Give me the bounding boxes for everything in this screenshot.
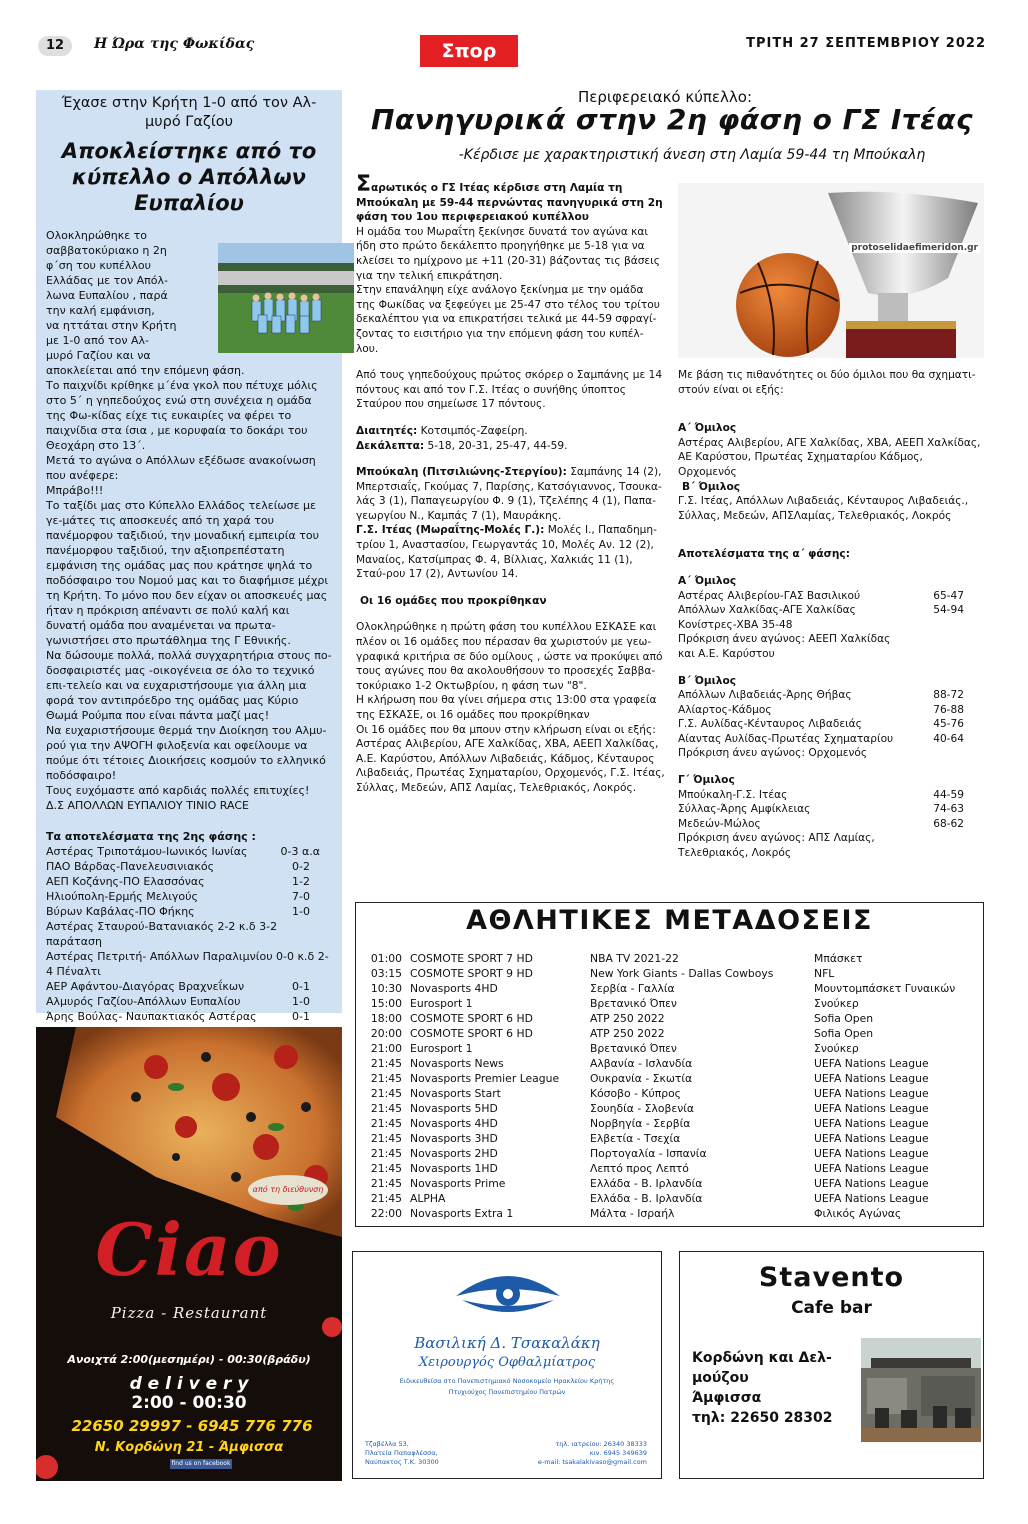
result-row <box>46 979 332 994</box>
broadcast-event: NBA TV 2021-22 <box>590 952 679 965</box>
result-match: Αστέρας Σταυρού-Βατανιακός 2-2 κ.δ 3-2 παράταση <box>46 920 278 948</box>
address-line: Πλατεία Παπαφλέσσα, <box>365 1449 438 1457</box>
broadcast-event: ATP 250 2022 <box>590 1027 665 1040</box>
wrap-line: Ελλάδας με τον Απόλ- <box>46 274 168 287</box>
result-score: 0-1 <box>292 1010 310 1023</box>
broadcast-time: 21:45 <box>370 1147 402 1160</box>
broadcast-channel: Eurosport 1 <box>410 997 473 1010</box>
newspaper-title: Η Ώρα της Φωκίδας <box>94 36 255 52</box>
result-match: Απόλλων Λιβαδειάς-Άρης Θήβας <box>678 689 852 702</box>
broadcast-channel: ALPHA <box>410 1192 446 1205</box>
broadcast-sport: Sofia Open <box>814 1012 874 1025</box>
boukali-label: Μπούκαλη (Πιτσιλιώνης-Στεργίου): <box>356 466 567 479</box>
paragraph: Στην επανάληψη είχε ανάλογο ξεκίνημα με την ομάδα της Φωκίδας να ξεφεύγει με 25-47 στο τέλος του τρίτου δεκαλέπτου για να επικρατήσει τελικά με 44-59 σφραγί-ζοντας το εισιτήριο για την επόμενη φάση του κυπέλ-λου. <box>356 284 660 355</box>
delivery-hours: 2:00 - 00:30 <box>131 1393 247 1413</box>
broadcast-row <box>364 1011 974 1026</box>
opening-hours: Ανοιχτά 2:00(μεσημέρι) - 00:30(βράδυ) <box>67 1353 311 1366</box>
result-score: 65-47 <box>933 589 964 602</box>
result-score: 7-0 <box>292 890 310 903</box>
result-row <box>678 647 984 662</box>
left-article <box>36 90 342 1023</box>
broadcast-channel: COSMOTE SPORT 7 HD <box>410 952 533 965</box>
broadcast-sport: Φιλικός Αγώνας <box>814 1207 902 1220</box>
broadcast-channel: Novasports Prime <box>410 1177 506 1190</box>
result-match: Αλίαρτος-Κάδμος <box>678 703 772 716</box>
broadcast-channel: Eurosport 1 <box>410 1042 473 1055</box>
result-match: ΑΕΠ Κοζάνης-ΠΟ Ελασσόνας <box>46 875 205 888</box>
broadcast-sport: NFL <box>814 967 835 980</box>
result-match: ΑΕΡ Αφάντου-Διαγόρας Βραχνεΐκων <box>46 980 245 993</box>
result-row <box>46 949 332 979</box>
result-match: Άρης Βούλας- Ναυπακτιακός Αστέρας <box>46 1010 257 1023</box>
result-score: 1-2 <box>292 875 310 888</box>
paragraph: Μετά το αγώνα ο Απόλλων εξέδωσε ανακοίνωση που ανέφερε: <box>46 454 316 482</box>
broadcast-event: Ουκρανία - Σκωτία <box>590 1072 693 1085</box>
result-match: Κονίστρες-ΧΒΑ 35-48 <box>678 618 793 631</box>
broadcast-time: 15:00 <box>370 997 402 1010</box>
broadcast-event: Ελλάδα - Β. Ιρλανδία <box>590 1192 703 1205</box>
paragraph: Το παιχνίδι κρίθηκε μ΄ένα γκολ που πέτυχε μόλις στο 5΄ η γηπεδούχος ενώ στη συνέχεια η ομάδα της Φω-κίδας είχε τις ευκαιρίες να φέρει το παιχνίδια στα ίσια , με κορυφαία το δοκάρι του Θεοχάρη στο 13΄. <box>46 379 318 452</box>
referees-label: Διαιτητές: <box>356 424 418 437</box>
stavento-city: Άμφισσα <box>692 1390 762 1406</box>
facebook-badge: find us on facebook <box>171 1460 231 1467</box>
result-group-label: Α΄ Όμιλος <box>678 574 737 587</box>
quarters: 5-18, 20-31, 25-47, 44-59. <box>424 439 568 452</box>
broadcast-event: Ελβετία - Τσεχία <box>590 1132 681 1145</box>
broadcast-sport: Σνούκερ <box>814 997 859 1010</box>
result-match: Μπούκαλη-Γ.Σ. Ιτέας <box>678 788 788 801</box>
result-match: Πρόκριση άνευ αγώνος: Ορχομενός <box>678 747 868 760</box>
result-score: 76-88 <box>933 703 964 716</box>
broadcast-channel: COSMOTE SPORT 6 HD <box>410 1012 533 1025</box>
drop-cap: Σ <box>356 172 372 197</box>
broadcast-sport: Sofia Open <box>814 1027 874 1040</box>
stavento-type: Cafe bar <box>791 1298 872 1318</box>
delivery-label: d e l i v e r y <box>129 1374 249 1394</box>
doctor-training: Ειδικευθείσα στο Πανεπιστημιακό Νοσοκομείο Ηρακλείου Κρήτης <box>399 1377 615 1385</box>
ophthalmologist-ad <box>352 1251 662 1479</box>
address-line: Ναύπακτος Τ.Κ. 30300 <box>365 1458 439 1466</box>
result-match: Αστέρας Πετριτή- Απόλλων Παραλιμνίου 0-0 κ.δ 2-4 Πέναλτι <box>46 950 329 978</box>
result-row <box>678 618 984 633</box>
wrap-line: την καλή εμφάνιση, <box>46 304 155 317</box>
broadcast-row <box>364 1056 974 1071</box>
broadcast-event: Σουηδία - Σλοβενία <box>590 1102 694 1115</box>
ciao-subtitle: Pizza - Restaurant <box>110 1304 268 1322</box>
broadcast-sport: UEFA Nations League <box>814 1132 929 1145</box>
broadcast-row <box>364 981 974 996</box>
broadcast-row <box>364 1191 974 1206</box>
broadcast-channel: Novasports Premier League <box>410 1072 560 1085</box>
result-score: 44-59 <box>933 788 964 801</box>
group-a-label: Α΄ Όμιλος <box>678 422 737 435</box>
result-row <box>678 603 984 618</box>
broadcast-sport: Σνούκερ <box>814 1042 859 1055</box>
broadcast-event: Βρετανικό Όπεν <box>590 1042 677 1055</box>
result-match: Ηλιούπολη-Ερμής Μελιγούς <box>46 890 198 903</box>
result-match: Μεδεών-Μώλος <box>678 817 761 830</box>
main-subhead: -Κέρδισε με χαρακτηριστική άνεση στη Λαμία 59-44 τη Μπούκαλη <box>458 147 926 163</box>
result-match: Πρόκριση άνευ αγώνος: ΑΠΣ Λαμίας, <box>678 832 875 845</box>
result-score: 68-62 <box>933 817 964 830</box>
result-match: Αλμυρός Γαζίου-Απόλλων Ευπαλίου <box>46 995 241 1008</box>
result-row <box>678 589 984 604</box>
broadcast-row <box>364 951 974 966</box>
broadcast-sport: UEFA Nations League <box>814 1162 929 1175</box>
result-row <box>678 746 984 761</box>
broadcast-row <box>364 996 974 1011</box>
trophy-photo <box>678 183 984 358</box>
itea-scorers: Μολές Ι., Παπαδημη-τρίου 1, Αναστασίου, Γεωργαντάς 10, Μολές Αν. 12 (2), Μαναίος, Κατσίμπρας Φ. 4, Βίλλιας, Χαλκιάς 11 (1), Σταύ-ρου 17 (2), Αντωνίου 14. <box>356 524 657 581</box>
result-score: 54-94 <box>933 604 964 617</box>
result-match: ΠΑΟ Βάρδας-Πανελευσινιακός <box>46 860 215 873</box>
result-score: 0-2 <box>292 860 310 873</box>
result-score: 88-72 <box>933 689 964 702</box>
broadcast-channel: Novasports 1HD <box>410 1162 498 1175</box>
ciao-address: Ν. Κορδώνη 21 - Άμφισσα <box>94 1440 284 1455</box>
broadcast-row <box>364 1101 974 1116</box>
broadcast-time: 21:00 <box>370 1042 402 1055</box>
result-match: Αστέρας Τριποτάμου-Ιωνικός Ιωνίας <box>46 845 248 858</box>
paragraph: Να δώσουμε πολλά, πολλά συγχαρητήρια στους πο-δοσφαιριστές μας -οικογένεια σε όλο το τεχνικό επι-τελείο και να ευχαριστήσουμε για άλλη μια φορά τον αντιπρόεδρο της ομάδας μας Κύριο Θωμά Ρούμπα που είναι πάντα μαζί μας! <box>46 649 332 722</box>
broadcast-sport: UEFA Nations League <box>814 1057 929 1070</box>
team-photo <box>218 243 354 353</box>
result-group-label: Γ΄ Όμιλος <box>678 774 735 787</box>
broadcast-channel: COSMOTE SPORT 6 HD <box>410 1027 533 1040</box>
wrap-line: λωνα Ευπαλίου , παρά <box>46 289 168 302</box>
broadcast-time: 21:45 <box>370 1087 402 1100</box>
broadcast-sport: UEFA Nations League <box>814 1147 929 1160</box>
broadcast-event: Ελλάδα - Β. Ιρλανδία <box>590 1177 703 1190</box>
paragraph: Η ομάδα του Μωραΐτη ξεκίνησε δυνατά τον αγώνα και ήδη στο πρώτο δεκάλεπτο προηγήθηκε με 5-18 για να κλείσει το ημίχρονο με +11 (20-31) βάζοντας τις βάσεις για την τελική επικράτηση. <box>356 225 660 282</box>
result-row <box>678 703 984 718</box>
paragraph: Ολοκληρώθηκε η πρώτη φάση του κυπέλλου ΕΣΚΑΣΕ και πλέον οι 16 ομάδες που πέρασαν θα χωριστούν με γεω-γραφικά κριτήρια σε δύο ομίλους , ώστε να προκύψει από τους αγώνες που θα ακολουθήσουν το προσεχές Σαββα-τοκύριακο 1-2 Οκτωβρίου, η φάση των "8". <box>356 621 663 692</box>
paragraph: Από τους γηπεδούχους πρώτος σκόρερ ο Σαμπάνης με 14 πόντους και από τον Γ.Σ. Ιτέας ο συνήθης ύποπτος Σταύρου που σημείωσε 17 πόντους. <box>356 369 663 411</box>
wrap-line: μυρό Γαζίου και να <box>46 349 151 362</box>
watermark: protoselidaefimeridon.gr <box>851 243 978 253</box>
result-group-label: Β΄ Όμιλος <box>678 674 737 687</box>
paragraph: Το ταξίδι μας στο Κύπελλο Ελλάδος τελείωσε με γε-μάτες τις αποσκευές από τη χαρά του πανέμορφου ταξιδιού, την μοναδική εμπειρία του πανέμορφου ταξιδιού, την αξιοπρεπέστατη εμφάνιση της ομάδας μας που κράτησε ψηλά το ποδόσφαιρο του Νομού μας και το διαφήμισε μέχρι τη Κρήτη. Το μόνο που δεν είχαν οι αποσκευές μας ήταν η πρόκριση απέναντι σε πολύ καλή και δυνατή ομάδα που αναμένεται να πρωτα-γωνιστήσει στο πρωτάθλημα της Γ Εθνικής. <box>46 499 329 647</box>
stavento-ad <box>679 1251 984 1479</box>
cafe-photo <box>861 1338 981 1442</box>
broadcast-time: 01:00 <box>370 952 402 965</box>
result-row <box>46 874 332 889</box>
paragraph: Τους ευχόμαστε από καρδιάς πολλές επιτυχίες! <box>46 784 310 797</box>
broadcast-sport: UEFA Nations League <box>814 1072 929 1085</box>
stavento-phone: τηλ: 22650 28302 <box>692 1410 833 1426</box>
group-b-teams: Γ.Σ. Ιτέας, Απόλλων Λιβαδειάς, Κένταυρος Λιβαδειάς., Σύλλας, Μεδεών, ΑΠΣΛαμίας, Τελεθριακός, Λοκρός <box>678 495 969 522</box>
result-match: Απόλλων Χαλκίδας-ΑΓΕ Χαλκίδας <box>678 604 856 617</box>
broadcast-sport: UEFA Nations League <box>814 1117 929 1130</box>
paragraph: αποκλείεται από την επόμενη φάση. <box>46 364 245 377</box>
group-b-label: Β΄ Όμιλος <box>682 480 741 493</box>
page-number: 12 <box>38 36 72 56</box>
broadcast-channel: Novasports Extra 1 <box>410 1207 514 1220</box>
referees: Κοτσιμπός-Ζαφείρη. <box>417 424 528 437</box>
quarters-label: Δεκάλεπτα: <box>356 439 425 452</box>
broadcast-sport: Μουντομπάσκετ Γυναικών <box>814 982 956 995</box>
email: e-mail: tsakalakivaso@gmail.com <box>537 1458 647 1466</box>
paragraph: Με βάση τις πιθανότητες οι δύο όμιλοι που θα σχηματι-στούν είναι οι εξής: <box>678 369 976 396</box>
eye-logo-icon <box>448 1262 568 1326</box>
section-label: Σπορ <box>420 35 518 67</box>
result-match: Γ.Σ. Αυλίδας-Κένταυρος Λιβαδειάς <box>678 718 862 731</box>
address-line: Τζαβέλλα 53, <box>365 1440 409 1448</box>
stavento-address-block <box>692 1348 842 1428</box>
main-article-column-2 <box>678 368 984 861</box>
result-row <box>46 844 332 859</box>
lead-text: αρωτικός ο ΓΣ Ιτέας κέρδισε στη Λαμία τη Μπούκαλη με 59-44 περνώντας πανηγυρικά στη 2η φάση του 1ου περιφερειακού κυπέλλου <box>356 182 663 224</box>
broadcast-event: Νορβηγία - Σερβία <box>590 1117 691 1130</box>
broadcast-row <box>364 1161 974 1176</box>
doctor-name: Βασιλική Δ. Τσακαλάκη <box>414 1334 600 1352</box>
broadcast-event: Σερβία - Γαλλία <box>590 982 675 995</box>
result-row <box>678 846 984 861</box>
broadcast-event: ATP 250 2022 <box>590 1012 665 1025</box>
result-row <box>46 1009 332 1024</box>
broadcast-channel: Novasports 3HD <box>410 1132 498 1145</box>
doctor-contact <box>538 1440 647 1467</box>
broadcast-time: 03:15 <box>370 967 402 980</box>
broadcast-channel: Novasports 4HD <box>410 1117 498 1130</box>
broadcast-row <box>364 1116 974 1131</box>
broadcast-row <box>364 1086 974 1101</box>
broadcast-time: 21:45 <box>370 1072 402 1085</box>
result-score: 0-1 <box>292 980 310 993</box>
issue-date: ΤΡΙΤΗ 27 ΣΕΠΤΕΜΒΡΙΟΥ 2022 <box>746 36 986 51</box>
group-a-teams: Αστέρας Αλιβερίου, ΑΓΕ Χαλκίδας, ΧΒΑ, ΑΕΕΠ Χαλκίδας, ΑΕ Καρύστου, Πρωτέας Σχηματαρίου Κάδμος, Ορχομενός <box>678 436 981 478</box>
result-score: 74-63 <box>933 803 964 816</box>
result-match: και Α.Ε. Καρύστου <box>678 647 775 660</box>
broadcast-time: 21:45 <box>370 1057 402 1070</box>
first-phase-results-title: Αποτελέσματα της α΄ φάσης: <box>678 548 850 561</box>
broadcast-channel: Novasports 5HD <box>410 1102 498 1115</box>
broadcast-row <box>364 1071 974 1086</box>
wrap-line: να ηττάται στην Κρήτη <box>46 319 177 332</box>
result-row <box>46 904 332 919</box>
result-row <box>46 889 332 904</box>
stavento-address: Κορδώνη και Δελ-μούζου <box>692 1350 832 1386</box>
result-match: Σύλλας-Άρης Αμφίκλειας <box>678 803 811 816</box>
broadcast-row <box>364 1206 974 1221</box>
boukali-scorers: Σαμπάνης 14 (2), Μπερτσιαΐς, Γκούμας 7, Παρίσης, Κατσόγιαννος, Τσουκα-λάς 3 (1), Παπαγεωργίου Φ. 9 (1), Τζελέπης 4 (1), Παπα-γεωργίου Ν., Καμπάς 7 (1), Μαυράκης. <box>356 466 662 522</box>
broadcast-time: 21:45 <box>370 1177 402 1190</box>
broadcast-time: 10:30 <box>370 982 402 995</box>
main-kicker: Περιφερειακό κύπελλο: <box>578 88 753 106</box>
broadcast-event: Πορτογαλία - Ισπανία <box>590 1147 707 1160</box>
paragraph: Να ευχαριστήσουμε θερμά την Διοίκηση του Αλμυ-ρού για την ΑΨΟΓΗ φιλοξενία και οφείλουμε να πούμε ότι τέτοιες Διοικήσεις κοσμούν το ελληνικό ποδόσφαιρο! <box>46 724 327 782</box>
itea-label: Γ.Σ. Ιτέας (Μωραΐτης-Μολές Γ.): <box>356 524 545 537</box>
broadcast-row <box>364 1041 974 1056</box>
main-headline: Πανηγυρικά στην 2η φάση ο ΓΣ Ιτέας <box>370 103 974 136</box>
main-article-column-1 <box>356 172 665 796</box>
result-row <box>678 688 984 703</box>
broadcast-channel: Novasports Start <box>410 1087 501 1100</box>
result-score: 1-0 <box>292 995 310 1008</box>
left-article-title: Αποκλείστηκε από το κύπελλο ο Απόλλων Ευπαλίου <box>61 139 317 215</box>
broadcast-sport: UEFA Nations League <box>814 1192 929 1205</box>
broadcast-sport: UEFA Nations League <box>814 1177 929 1190</box>
broadcast-row <box>364 1026 974 1041</box>
result-match: Τελεθριακός, Λοκρός <box>678 847 792 860</box>
result-score: 0-3 α.α <box>280 845 320 858</box>
mobile-phone: κιν. 6945 349639 <box>589 1449 647 1457</box>
broadcast-event: Κόσοβο - Κύπρος <box>590 1087 682 1100</box>
paragraph: Η κλήρωση που θα γίνει σήμερα στις 13:00 στα γραφεία της ΕΣΚΑΣΕ, οι 16 ομάδες που προκρίθηκαν <box>356 694 657 721</box>
result-row <box>46 919 332 949</box>
doctor-degree: Πτυχιούχος Πανεπιστημίου Πατρών <box>448 1388 566 1396</box>
broadcasts-title: ΑΘΛΗΤΙΚΕΣ ΜΕΤΑΔΟΣΕΙΣ <box>466 905 873 936</box>
result-row <box>678 817 984 832</box>
broadcast-sport: UEFA Nations League <box>814 1102 929 1115</box>
broadcast-time: 21:45 <box>370 1132 402 1145</box>
paragraph: Μπράβο!!! <box>46 484 104 497</box>
broadcast-time: 20:00 <box>370 1027 402 1040</box>
result-row <box>46 859 332 874</box>
broadcast-time: 21:45 <box>370 1102 402 1115</box>
paragraph: Δ.Σ ΑΠΟΛΛΩΝ ΕΥΠΑΛΙΟΥ ΤΙΝΙΟ RACE <box>46 799 249 812</box>
broadcast-time: 21:45 <box>370 1162 402 1175</box>
result-match: Αίαντας Αυλίδας-Πρωτέας Σχηματαρίου <box>678 732 894 745</box>
broadcast-row <box>364 1176 974 1191</box>
broadcast-time: 21:45 <box>370 1192 402 1205</box>
doctor-address <box>365 1440 439 1467</box>
result-row <box>678 717 984 732</box>
broadcast-event: New York Giants - Dallas Cowboys <box>590 967 774 980</box>
result-score: 1-0 <box>292 905 310 918</box>
wrap-line: φ΄ση του κυπέλλου <box>46 259 151 272</box>
result-row <box>678 831 984 846</box>
broadcast-channel: Novasports News <box>410 1057 504 1070</box>
result-match: Αστέρας Αλιβερίου-ΓΑΣ Βασιλικού <box>678 589 861 602</box>
broadcast-sport: UEFA Nations League <box>814 1087 929 1100</box>
broadcast-sport: Μπάσκετ <box>814 952 863 965</box>
result-row <box>678 802 984 817</box>
result-row <box>678 632 984 647</box>
result-match: Βύρων Καβάλας-ΠΟ Φήκης <box>46 905 195 918</box>
qualified-title: Οι 16 ομάδες που προκρίθηκαν <box>360 594 547 607</box>
broadcast-row <box>364 1131 974 1146</box>
broadcast-time: 18:00 <box>370 1012 402 1025</box>
wrap-line: σαββατοκύριακο η 2η <box>46 244 167 257</box>
broadcast-row <box>364 1146 974 1161</box>
broadcast-time: 22:00 <box>370 1207 402 1220</box>
results-title: Τα αποτελέσματα της 2ης φάσης : <box>46 830 256 843</box>
office-phone: τηλ. ιατρείου: 26340 38333 <box>555 1440 647 1448</box>
sports-broadcasts-box <box>355 902 984 1227</box>
result-row <box>46 994 332 1009</box>
broadcast-time: 21:45 <box>370 1117 402 1130</box>
broadcast-event: Βρετανικό Όπεν <box>590 997 677 1010</box>
management-note: από τη διεύθυνση <box>248 1175 328 1205</box>
paragraph: Οι 16 ομάδες που θα μπουν στην κλήρωση είναι οι εξής: Αστέρας Αλιβερίου, ΑΓΕ Χαλκίδας, ΧΒΑ, ΑΕΕΠ Χαλκίδας, Α.Ε. Καρύστου, Απόλλων Λιβαδειάς, Κάδμος, Κένταυρος Λιβαδειάς, Πρωτέας Σχηματαρίου, Ορχομενός, Γ.Σ. Ιτέας, Σύλλας, Μεδεών, ΑΠΣ Λαμίας, Τελεθριακός, Λοκρός. <box>356 723 665 794</box>
wrap-line: Ολοκληρώθηκε το <box>46 229 148 242</box>
left-article-kicker: Έχασε στην Κρήτη 1-0 από τον Αλ-μυρό Γαζίου <box>61 95 317 130</box>
broadcast-event: Μάλτα - Ισραήλ <box>590 1207 675 1220</box>
broadcast-row <box>364 966 974 981</box>
broadcast-event: Λεπτό προς Λεπτό <box>590 1162 689 1175</box>
result-row <box>678 732 984 747</box>
result-match: Πρόκριση άνευ αγώνος: ΑΕΕΠ Χαλκίδας <box>678 633 891 646</box>
broadcast-channel: COSMOTE SPORT 9 HD <box>410 967 533 980</box>
stavento-name: Stavento <box>758 1262 905 1293</box>
ciao-pizza-ad <box>36 1027 342 1481</box>
result-score: 45-76 <box>933 718 964 731</box>
broadcast-channel: Novasports 4HD <box>410 982 498 995</box>
doctor-title: Χειρουργός Οφθαλμίατρος <box>418 1355 596 1370</box>
result-row <box>678 788 984 803</box>
broadcast-channel: Novasports 2HD <box>410 1147 498 1160</box>
broadcast-event: Αλβανία - Ισλανδία <box>590 1057 693 1070</box>
wrap-line: με 1-0 από τον Αλ- <box>46 334 150 347</box>
ciao-phones: 22650 29997 - 6945 776 776 <box>71 1417 313 1435</box>
ciao-logo: Ciao <box>95 1207 283 1292</box>
result-score: 40-64 <box>933 732 964 745</box>
